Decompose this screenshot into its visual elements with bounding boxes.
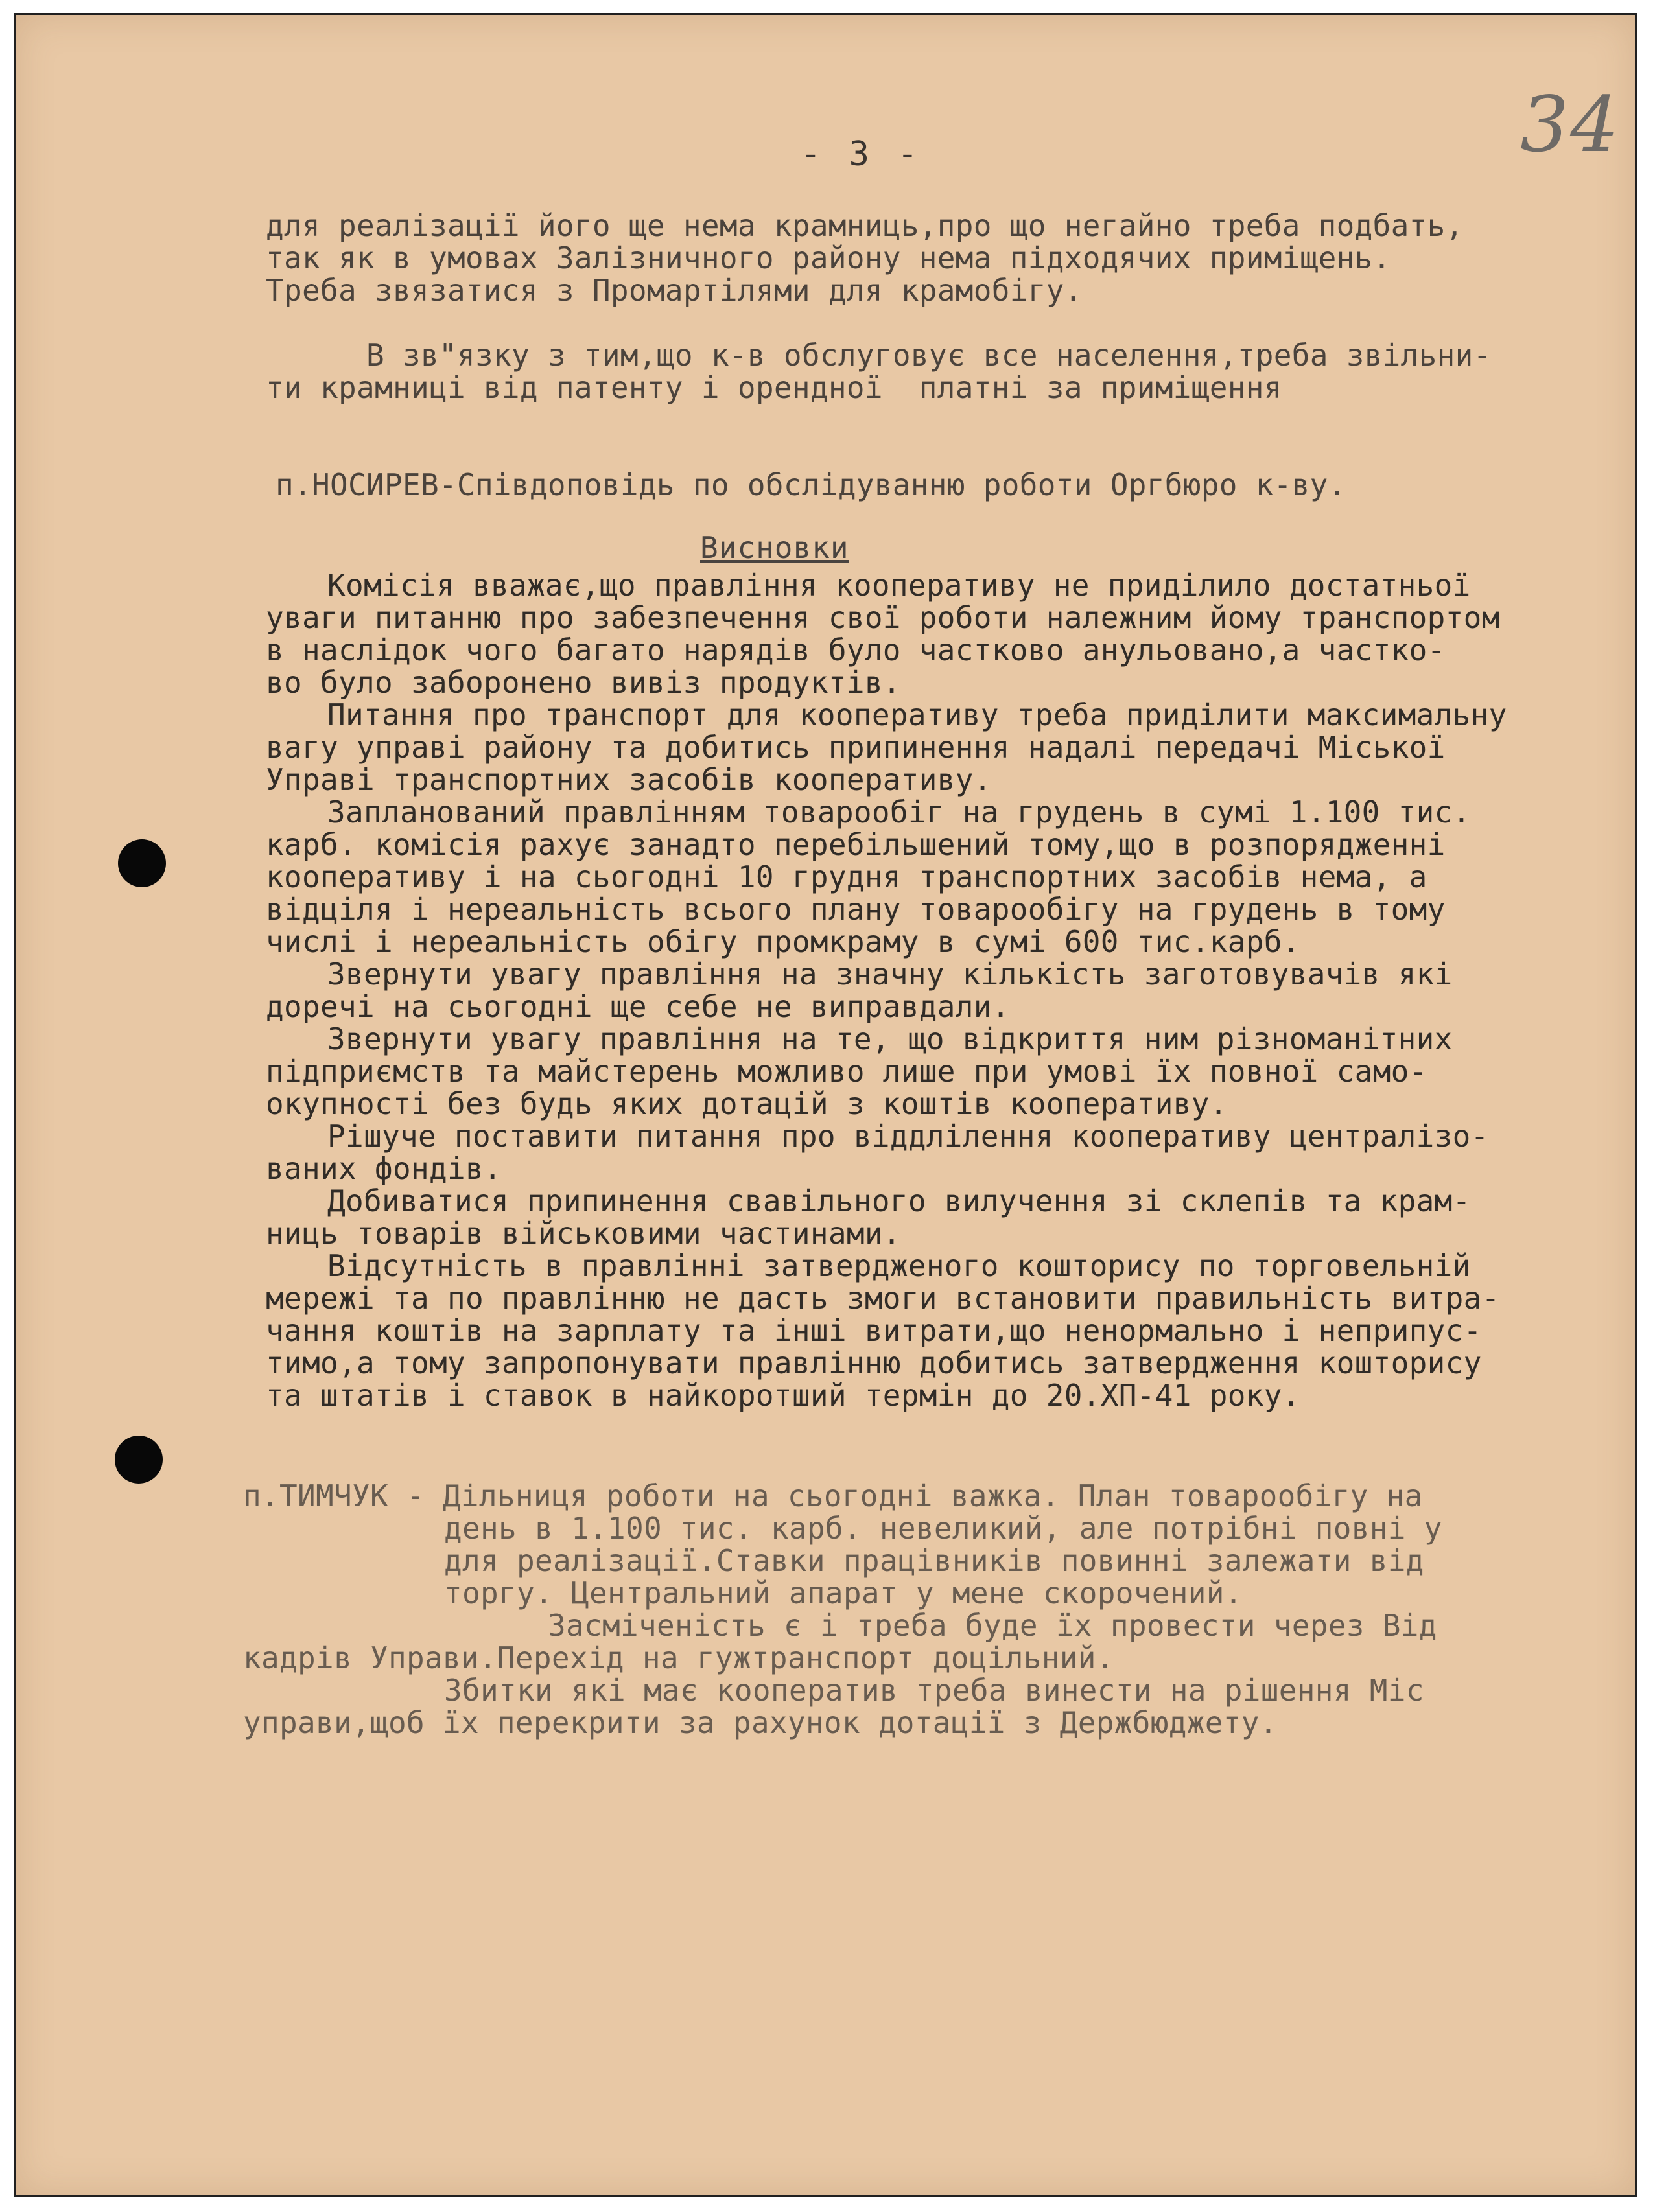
conclusions-line: уваги питанню про забезпечення свої роботи належним йому транспортом: [266, 600, 1500, 635]
conclusions-line: мережі та по правлінню не дасть змоги встановити правильність витра-: [266, 1281, 1500, 1316]
conclusions-line: числі і нереальність обігу промкраму в сумі 600 тис.карб.: [266, 924, 1300, 959]
conclusions-line: Добиватися припинення свавільного вилучення зі склепів та крам-: [327, 1183, 1471, 1218]
conclusions-line: підприємств та майстерень можливо лише при умові їх повної само-: [266, 1054, 1427, 1089]
conclusions-line: Звернути увагу правління на те, що відкриття ним різноманітних: [327, 1021, 1453, 1056]
conclusions-line: во було заборонено вивіз продуктів.: [266, 665, 901, 700]
conclusions-line: Управі транспортних засобів кооперативу.: [266, 762, 992, 797]
conclusions-line: відціля і нереальність всього плану товарообігу на грудень в тому: [266, 892, 1446, 927]
tymchuk-line: кадрів Управи.Перехід на гужтранспорт доцільний.: [243, 1640, 1114, 1675]
conclusions-line: окупності без будь яких дотацій з коштів кооперативу.: [266, 1086, 1228, 1121]
punch-hole-lower: [115, 1436, 163, 1484]
context-line: В зв"язку з тим,що к-в обслуговує все населення,треба звільни-: [366, 338, 1492, 373]
conclusions-line: в наслідок чого багато нарядів було частково анульовано,а частко-: [266, 633, 1446, 668]
archive-folio-number: 34: [1520, 80, 1621, 169]
conclusions-line: тимо,а тому запропонувати правлінню добитись затвердження кошторису: [266, 1345, 1482, 1380]
intro-line: Треба звязатися з Промартілями для крамобігу.: [266, 273, 1083, 308]
conclusions-line: вагу управі району та добитись припинення надалі передачі Міської: [266, 730, 1446, 765]
conclusions-line: ниць товарів військовими частинами.: [266, 1216, 901, 1251]
conclusions-line: доречі на сьогодні ще себе не виправдали.: [266, 989, 1010, 1024]
conclusions-line: ваних фондів.: [266, 1151, 502, 1186]
tymchuk-line: п.ТИМЧУК - Дільниця роботи на сьогодні важка. План товарообігу на: [243, 1478, 1423, 1513]
conclusions-line: Відсутність в правлінні затвердженого кошторису по торговельній: [327, 1248, 1471, 1283]
document-page: [14, 13, 1637, 2197]
tymchuk-line: Збитки які має кооператив треба винести на рішення Міс: [444, 1673, 1424, 1708]
page-number: - 3 -: [801, 135, 922, 174]
tymchuk-line: день в 1.100 тис. карб. невеликий, але потрібні повні у: [444, 1511, 1442, 1546]
tymchuk-line: для реалізації.Ставки працівників повинні залежати від: [444, 1543, 1424, 1578]
conclusions-line: чання коштів на зарплату та інші витрати,що ненормально і неприпус-: [266, 1313, 1482, 1348]
conclusions-line: Питання про транспорт для кооперативу треба приділити максимальну: [327, 697, 1507, 732]
conclusions-line: Звернути увагу правління на значну кількість заготовувачів які: [327, 957, 1453, 992]
conclusions-line: та штатів і ставок в найкоротший термін до 20.ХП-41 року.: [266, 1378, 1300, 1413]
conclusions-heading: Висновки: [700, 530, 849, 565]
intro-line: для реалізації його ще нема крамниць,про що негайно треба подбать,: [266, 208, 1464, 243]
tymchuk-line: Засміченість є і треба буде їх провести через Від: [548, 1608, 1437, 1643]
tymchuk-line: управи,щоб їх перекрити за рахунок дотації з Держбюджету.: [243, 1705, 1278, 1740]
conclusions-line: карб. комісія рахує занадто перебільшений тому,що в розпорядженні: [266, 827, 1446, 862]
conclusions-line: Комісія вважає,що правління кооперативу не приділило достатньої: [327, 568, 1471, 603]
conclusions-line: Запланований правлінням товарообіг на грудень в сумі 1.100 тис.: [327, 795, 1471, 830]
context-line: ти крамниці від патенту і орендної платні за приміщення: [266, 370, 1282, 405]
nosyrev-report-line: п.НОСИРЕВ-Співдоповідь по обслідуванню роботи Оргбюро к-ву.: [276, 467, 1346, 502]
conclusions-line: кооперативу і на сьогодні 10 грудня транспортних засобів нема, а: [266, 859, 1427, 894]
tymchuk-line: торгу. Центральний апарат у мене скорочений.: [444, 1576, 1243, 1611]
conclusions-line: Рішуче поставити питання про віддлілення кооперативу централізо-: [327, 1119, 1489, 1154]
intro-line: так як в умовах Залізничного району нема підходячих приміщень.: [266, 240, 1391, 275]
punch-hole-upper: [118, 839, 166, 887]
